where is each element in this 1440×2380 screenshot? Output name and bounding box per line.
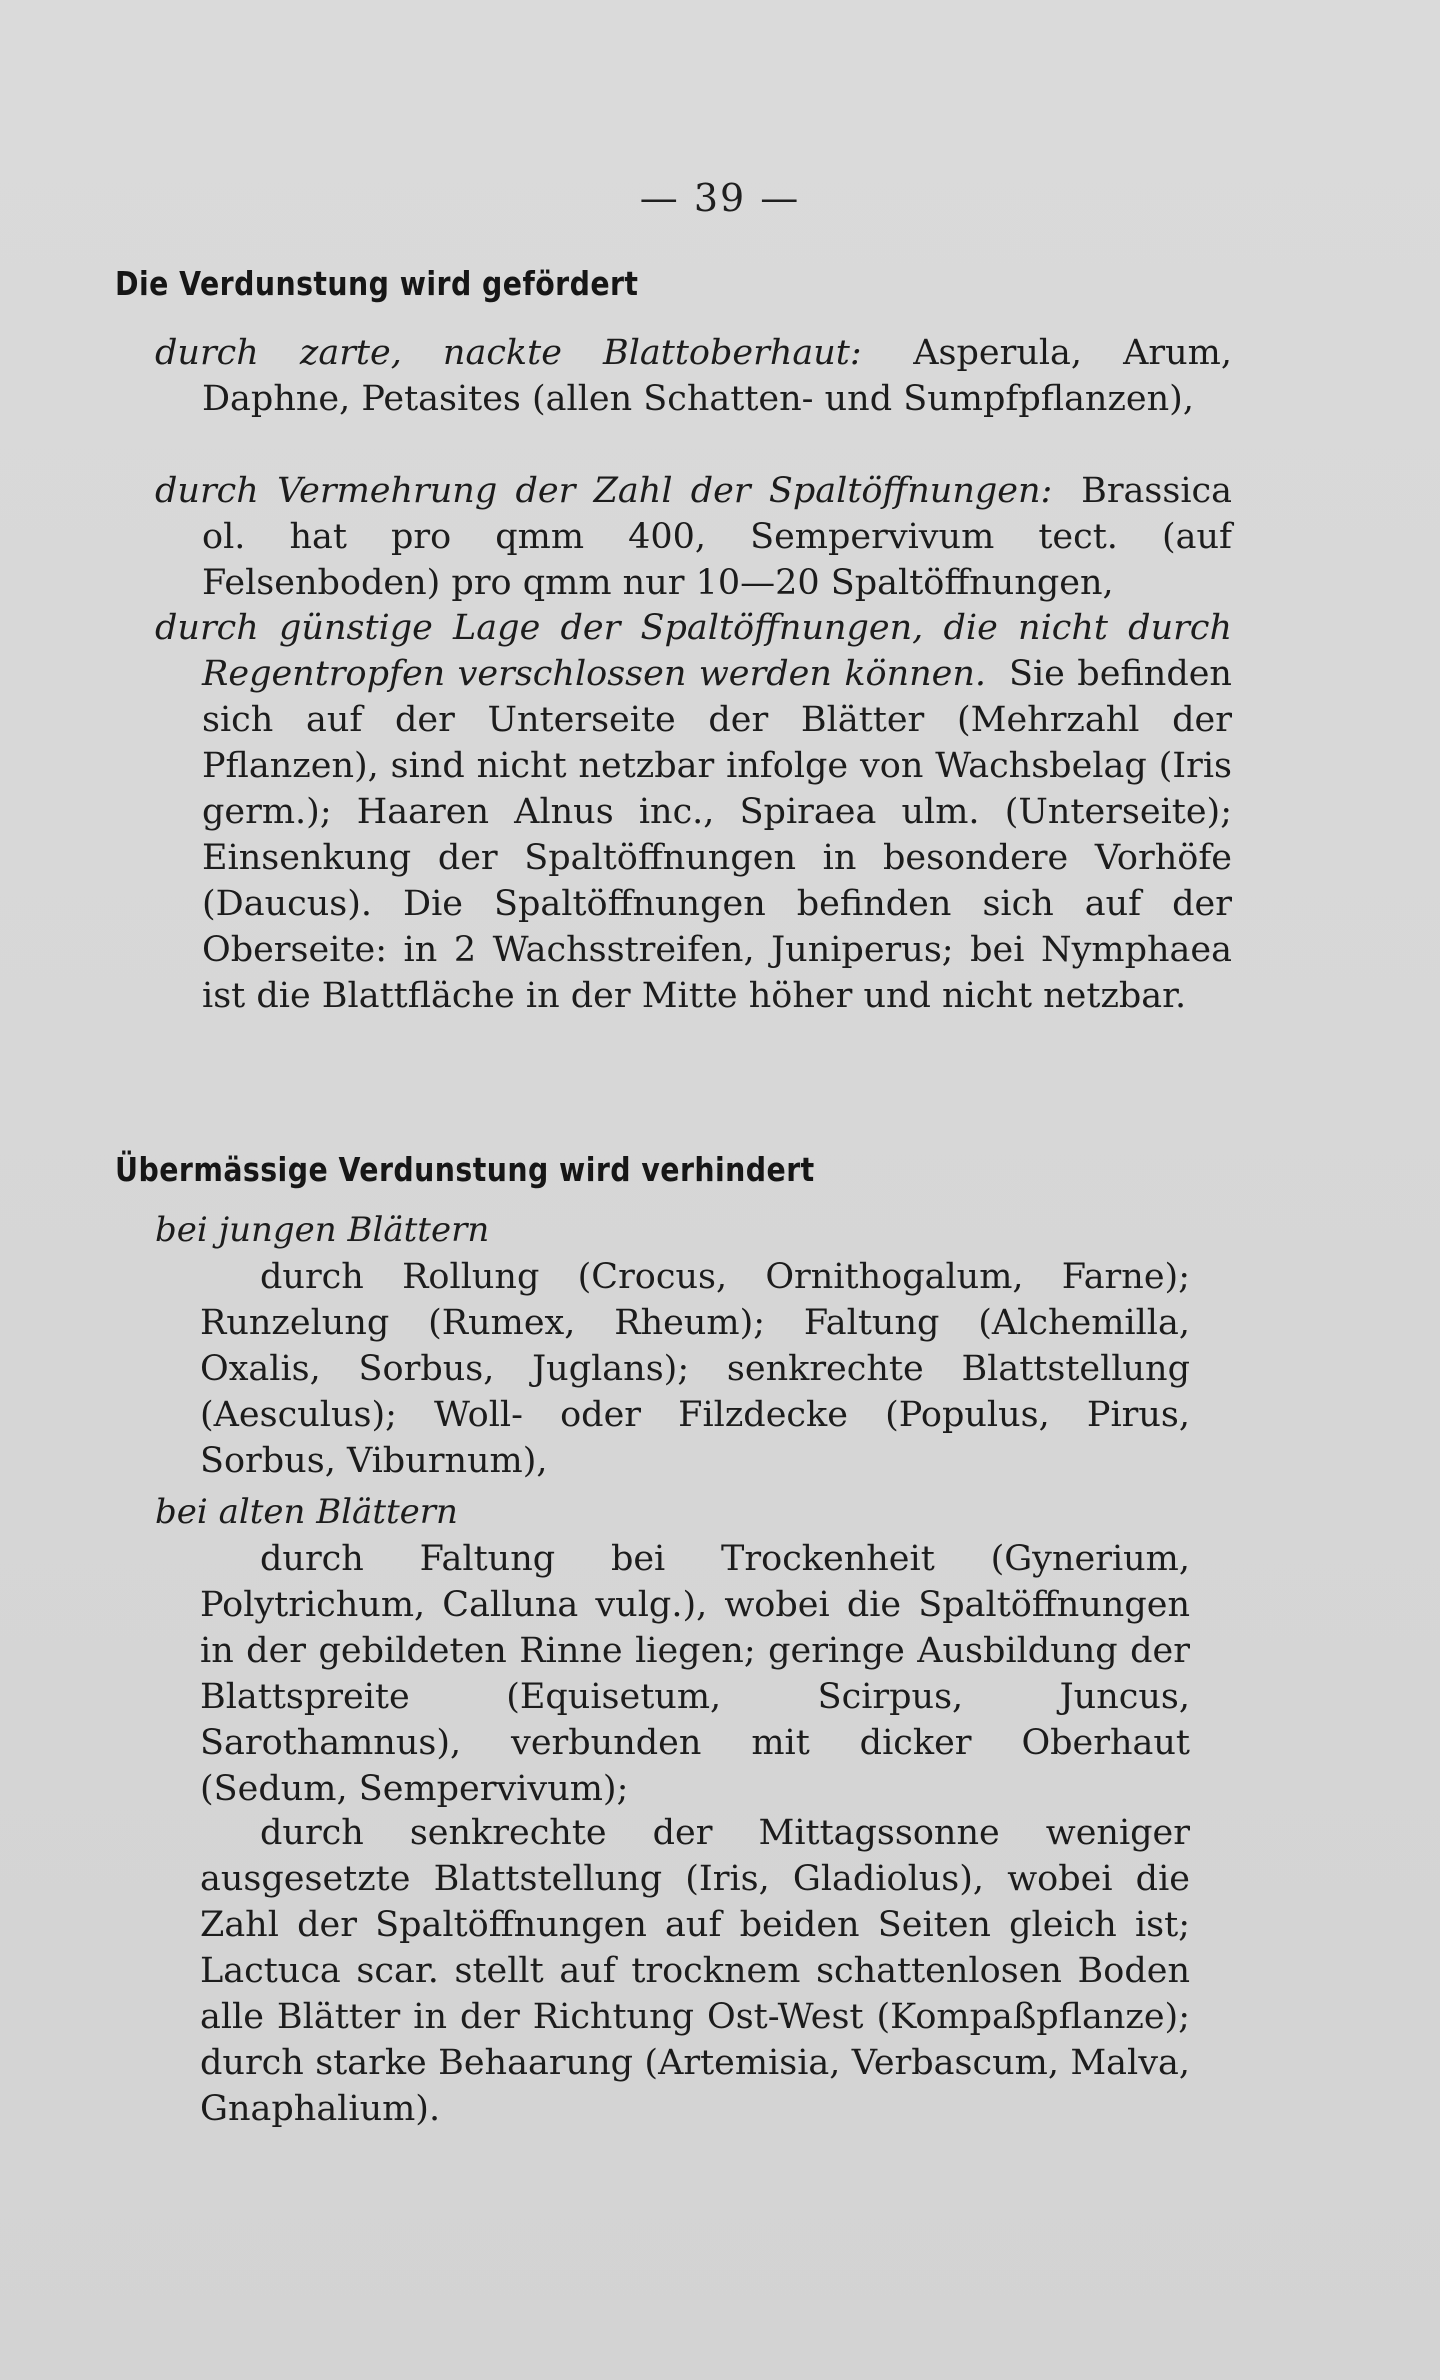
subheading-old-leaves: bei alten Blättern (155, 1492, 458, 1532)
paragraph-leaf-surface (155, 330, 1232, 422)
paragraph-stomata-count (155, 468, 1232, 606)
paragraph-young-leaves: durch Rollung (Crocus, Ornithogalum, Farne); Runzelung (Rumex, Rheum); Faltung (Alchemilla, Oxalis, Sorbus, Juglans); senkrechte Blattstellung (Aesculus); Woll- oder Filzdecke (Populus, Pirus, Sorbus, Viburnum), (200, 1257, 1190, 1481)
paragraph-lead: durch Vermehrung der Zahl der Spaltöffnungen: (155, 471, 1053, 511)
paragraph-text: Brassica ol. hat pro qmm 400, Sempervivum tect. (auf Felsenboden) pro qmm nur 10—20 Spaltöffnungen, (202, 471, 1232, 603)
section-heading-evaporation-promoted: Die Verdunstung wird gefördert (115, 264, 639, 303)
paragraph-lead: durch günstige Lage der Spaltöffnungen, die nicht durch Regentropfen verschlossen werden können. (155, 608, 1232, 694)
paragraph-text: Sie befinden sich auf der Unterseite der Blätter (Mehrzahl der Pflanzen), sind nicht netzbar infolge von Wachsbelag (Iris germ.); Haaren Alnus inc., Spiraea ulm. (Unterseite); Einsenkung der Spaltöffnungen in besondere Vorhöfe (Daucus). Die Spaltöffnungen befinden sich auf der Oberseite: in 2 Wachsstreifen, Juniperus; bei Nymphaea ist die Blattfläche in der Mitte höher und nicht netzbar. (202, 654, 1232, 1016)
paragraph-text: Asperula, Arum, Daphne, Petasites (allen Schatten- und Sumpfpflanzen), (202, 333, 1232, 419)
page-number: — 39 — (639, 176, 801, 220)
paragraph-stomata-position (155, 605, 1232, 1019)
paragraph-lead: durch zarte, nackte Blattoberhaut: (155, 333, 862, 373)
section-heading-evaporation-prevented: Übermässige Verdunstung wird verhindert (115, 1150, 815, 1189)
paragraph-old-leaves-folding: durch Faltung bei Trockenheit (Gynerium, Polytrichum, Calluna vulg.), wobei die Spaltöffnungen in der gebildeten Rinne liegen; geringe Ausbildung der Blattspreite (Equisetum, Scirpus, Juncus, Sarothamnus), verbunden mit dicker Oberhaut (Sedum, Sempervivum); (200, 1539, 1190, 1809)
paragraph-old-leaves-position: durch senkrechte der Mittagssonne weniger ausgesetzte Blattstellung (Iris, Gladiolus), wobei die Zahl der Spaltöffnungen auf beiden Seiten gleich ist; Lactuca scar. stellt auf trocknem schattenlosen Boden alle Blätter in der Richtung Ost-West (Kompaßpflanze); durch starke Behaarung (Artemisia, Verbascum, Malva, Gnaphalium). (200, 1813, 1190, 2129)
subheading-young-leaves: bei jungen Blättern (155, 1210, 490, 1250)
